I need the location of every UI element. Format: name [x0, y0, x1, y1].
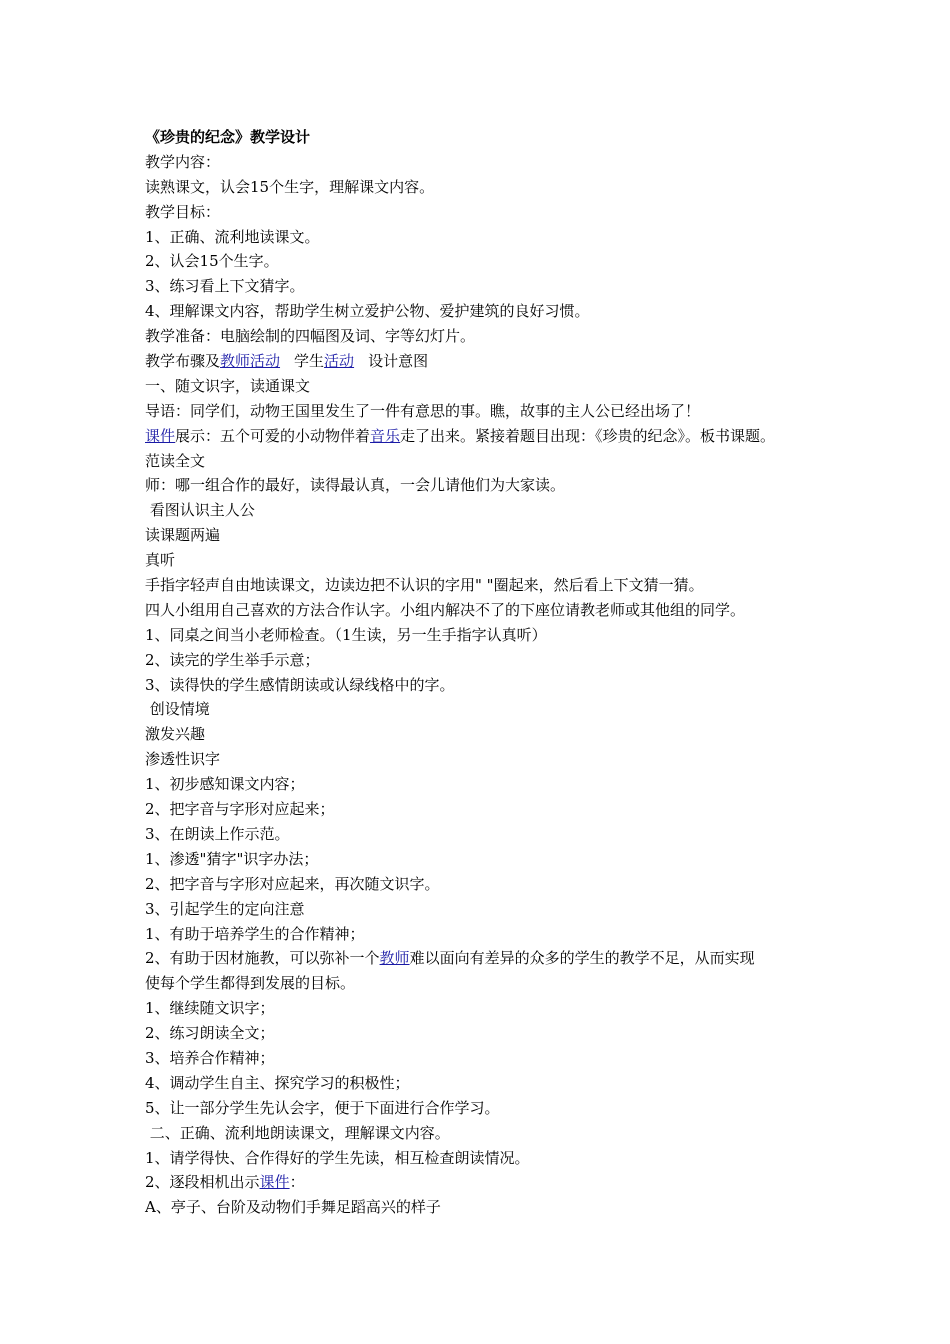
teacher-line [145, 946, 835, 971]
text-line: 师：哪一组合作的最好，读得最认真，一会儿请他们为大家读。 [145, 476, 566, 495]
text-line: 4、调动学生自主、探究学习的积极性； [145, 1073, 410, 1092]
teacher-line-text: 2、有助于因材施教，可以弥补一个 [145, 949, 380, 968]
text-line: 1、正确、流利地读课文。 [145, 227, 320, 246]
show-line-colon: ： [289, 1173, 305, 1192]
courseware-line [145, 424, 835, 449]
text-line: 1、同桌之间当小老师检查。（1生读，另一生手指字认真听） [145, 625, 547, 644]
text-line: 1、请学得快、合作得好的学生先读，相互检查朗读情况。 [145, 1148, 530, 1167]
text-line: 教学准备：电脑绘制的四幅图及词、字等幻灯片。 [145, 327, 476, 346]
text-line: 2、把字音与字形对应起来，再次随文识字。 [145, 874, 440, 893]
text-line: 2、把字音与字形对应起来； [145, 800, 335, 819]
text-line: 手指字轻声自由地读课文，边读边把不认识的字用" "圈起来，然后看上下文猜一猜。 [145, 576, 704, 595]
teacher-line-continued: 使每个学生都得到发展的目标。 [145, 974, 356, 993]
text-line: 四人小组用自己喜欢的方法合作认字。小组内解决不了的下座位请教老师或其他组的同学。 [145, 600, 746, 619]
show-courseware-line [145, 1170, 835, 1195]
teacher-line-text-end: 难以面向有差异的众多的学生的教学不足，从而实现 [409, 949, 755, 968]
text-line: 读课题两遍 [145, 526, 221, 545]
text-line: 1、继续随文识字； [145, 999, 275, 1018]
text-line: 一、随文识字，读通课文 [145, 376, 311, 395]
text-line: 1、有助于培养学生的合作精神； [145, 924, 365, 943]
text-line: 5、让一部分学生先认会字，便于下面进行合作学习。 [145, 1098, 500, 1117]
text-line: 导语：同学们，动物王国里发生了一件有意思的事。瞧，故事的主人公已经出场了！ [145, 401, 701, 420]
text-line: 3、引起学生的定向注意 [145, 899, 305, 918]
text-line: 二、正确、流利地朗读课文，理解课文内容。 [145, 1123, 450, 1142]
steps-prefix: 教学布骤及 [145, 352, 221, 371]
text-line: 真听 [145, 551, 176, 570]
steps-suffix: 设计意图 [368, 352, 429, 371]
text-line: 1、初步感知课文内容； [145, 775, 305, 794]
teacher-activity-link[interactable]: 教师活动 [220, 352, 281, 371]
show-line-text: 2、逐段相机出示 [145, 1173, 260, 1192]
courseware-link-2[interactable]: 课件 [259, 1173, 290, 1192]
document-title: 《珍贵的纪念》教学设计 [145, 128, 311, 146]
text-line: 渗透性识字 [145, 750, 221, 769]
text-line: 3、培养合作精神； [145, 1048, 275, 1067]
student-activity-link[interactable]: 活动 [324, 352, 355, 371]
text-line: 创设情境 [145, 700, 210, 719]
text-line: 教学目标： [145, 202, 221, 221]
steps-line [145, 349, 835, 374]
document-body [145, 125, 835, 1220]
text-line: 读熟课文，认会15个生字，理解课文内容。 [145, 177, 435, 196]
text-line: A、亭子、台阶及动物们手舞足蹈高兴的样子 [145, 1198, 441, 1217]
steps-mid: 学生 [294, 352, 325, 371]
text-line: 范读全文 [145, 451, 206, 470]
teacher-link[interactable]: 教师 [379, 949, 410, 968]
text-line: 2、读完的学生举手示意； [145, 650, 320, 669]
text-line: 3、读得快的学生感情朗读或认绿线格中的字。 [145, 675, 455, 694]
text-line: 3、在朗读上作示范。 [145, 824, 290, 843]
text-line: 看图认识主人公 [145, 501, 255, 520]
text-line: 2、练习朗读全文； [145, 1024, 275, 1043]
text-line: 教学内容： [145, 152, 221, 171]
music-link[interactable]: 音乐 [370, 426, 401, 445]
text-line: 3、练习看上下文猜字。 [145, 277, 305, 296]
text-line: 4、理解课文内容，帮助学生树立爱护公物、爱护建筑的良好习惯。 [145, 302, 590, 321]
text-line: 2、认会15个生字。 [145, 252, 279, 271]
text-line: 激发兴趣 [145, 725, 206, 744]
courseware-link[interactable]: 课件 [145, 426, 176, 445]
text-line: 1、渗透"猜字"识字办法； [145, 849, 319, 868]
courseware-text-end: 走了出来。紧接着题目出现：《珍贵的纪念》。板书课题。 [400, 426, 776, 445]
courseware-text: 展示：五个可爱的小动物伴着 [175, 426, 371, 445]
